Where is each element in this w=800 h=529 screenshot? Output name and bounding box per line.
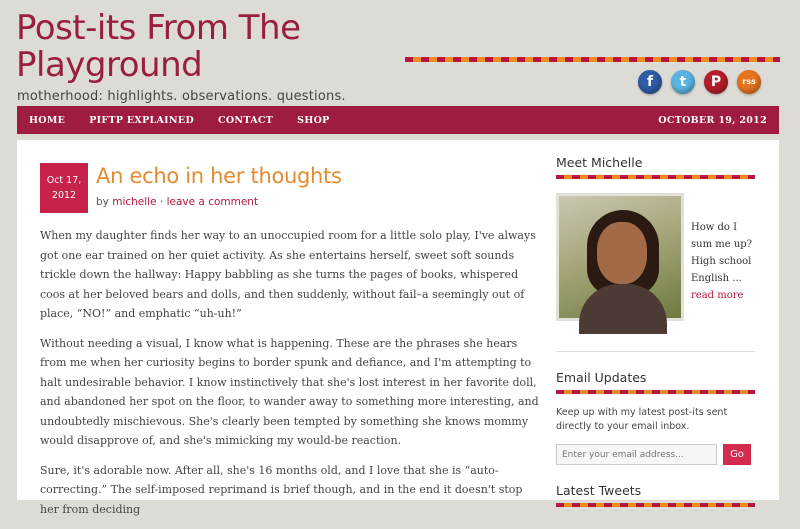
email-widget: [556, 370, 756, 465]
author-link[interactable]: michelle: [112, 196, 157, 208]
twitter-icon[interactable]: t: [671, 70, 695, 94]
post-title[interactable]: An echo in her thoughts: [96, 164, 342, 188]
profile-text: [691, 219, 761, 304]
social-icons: [638, 70, 761, 94]
nav-item-home[interactable]: HOME: [29, 114, 66, 126]
header-stripe: [405, 57, 780, 62]
content-area: [17, 140, 779, 516]
post-byline: [96, 196, 258, 208]
facebook-icon[interactable]: f: [638, 70, 662, 94]
post-body: [40, 226, 540, 529]
sidebar-divider: [556, 351, 755, 352]
widget-stripe: [556, 503, 755, 507]
sidebar: [556, 155, 756, 507]
profile-photo: [556, 193, 684, 321]
go-button[interactable]: Go: [723, 444, 751, 465]
byline-separator: ·: [159, 196, 164, 208]
nav-item-contact[interactable]: CONTACT: [217, 114, 274, 126]
post-paragraph: When my daughter finds her way to an unoccupied room for a little solo play, I've always got one ear trained on her quiet activity. As she entertains herself, sweet soft sounds trickle down the hallway: Happy babbling as she turns the pages of books, whispered coos at her beloved bears and dolls, and then suddenly, without fail–a seemingly out of place, “NO!” and emphatic “uh-uh!”: [40, 229, 536, 320]
email-widget-title: Email Updates: [556, 370, 647, 385]
post-paragraph: Without needing a visual, I know what is happening. These are the phrases she hears from me when her curiosity begins to border spunk and defiance, and I'm attempting to halt undesirable behavior. I know instinctively that she's lost interest in her favorite doll, and abandoned her spot on the floor, to wander away to something more interesting, and undoubtedly mischievous. She's clearly been tempted by something she knows mommy would disapprove of, and she's mimicking my would-be reaction.: [40, 336, 539, 447]
leave-comment-link[interactable]: leave a comment: [166, 196, 259, 208]
read-more-link[interactable]: read more: [691, 290, 744, 301]
byline-by: by: [96, 196, 109, 208]
rss-icon[interactable]: rss: [737, 70, 761, 94]
site-tagline: motherhood: highlights. observations. questions.: [17, 89, 346, 104]
profile-widget: [556, 179, 756, 319]
widget-stripe: [556, 390, 755, 394]
email-description: Keep up with my latest post-its sent directly to your email inbox.: [556, 407, 728, 432]
tweets-widget-title: Latest Tweets: [556, 483, 642, 498]
site-header: [0, 0, 800, 106]
post-paragraph: Sure, it's adorable now. After all, she's 16 months old, and I love that she is “auto-correcting.” The self-imposed reprimand is brief though, and in the end it doesn't stop her from deciding: [40, 463, 523, 516]
nav-item-piftp-explained[interactable]: PIFTP EXPLAINED: [89, 114, 194, 126]
nav-date: OCTOBER 19, 2012: [658, 114, 767, 126]
pinterest-icon[interactable]: P: [704, 70, 728, 94]
site-title[interactable]: Post-its From The Playground: [16, 8, 301, 85]
nav-item-shop[interactable]: SHOP: [297, 114, 330, 126]
post-date-year: 2012: [51, 190, 77, 201]
meet-widget-title: Meet Michelle: [556, 155, 643, 170]
tweets-widget: [556, 483, 756, 507]
main-nav: [17, 106, 779, 134]
post-date-badge: [40, 163, 88, 213]
email-input[interactable]: [556, 444, 717, 465]
profile-summary: How do I sum me up? High school English ...: [691, 222, 753, 284]
post-date-month-day: Oct 17,: [46, 175, 82, 186]
email-form: [556, 444, 756, 465]
